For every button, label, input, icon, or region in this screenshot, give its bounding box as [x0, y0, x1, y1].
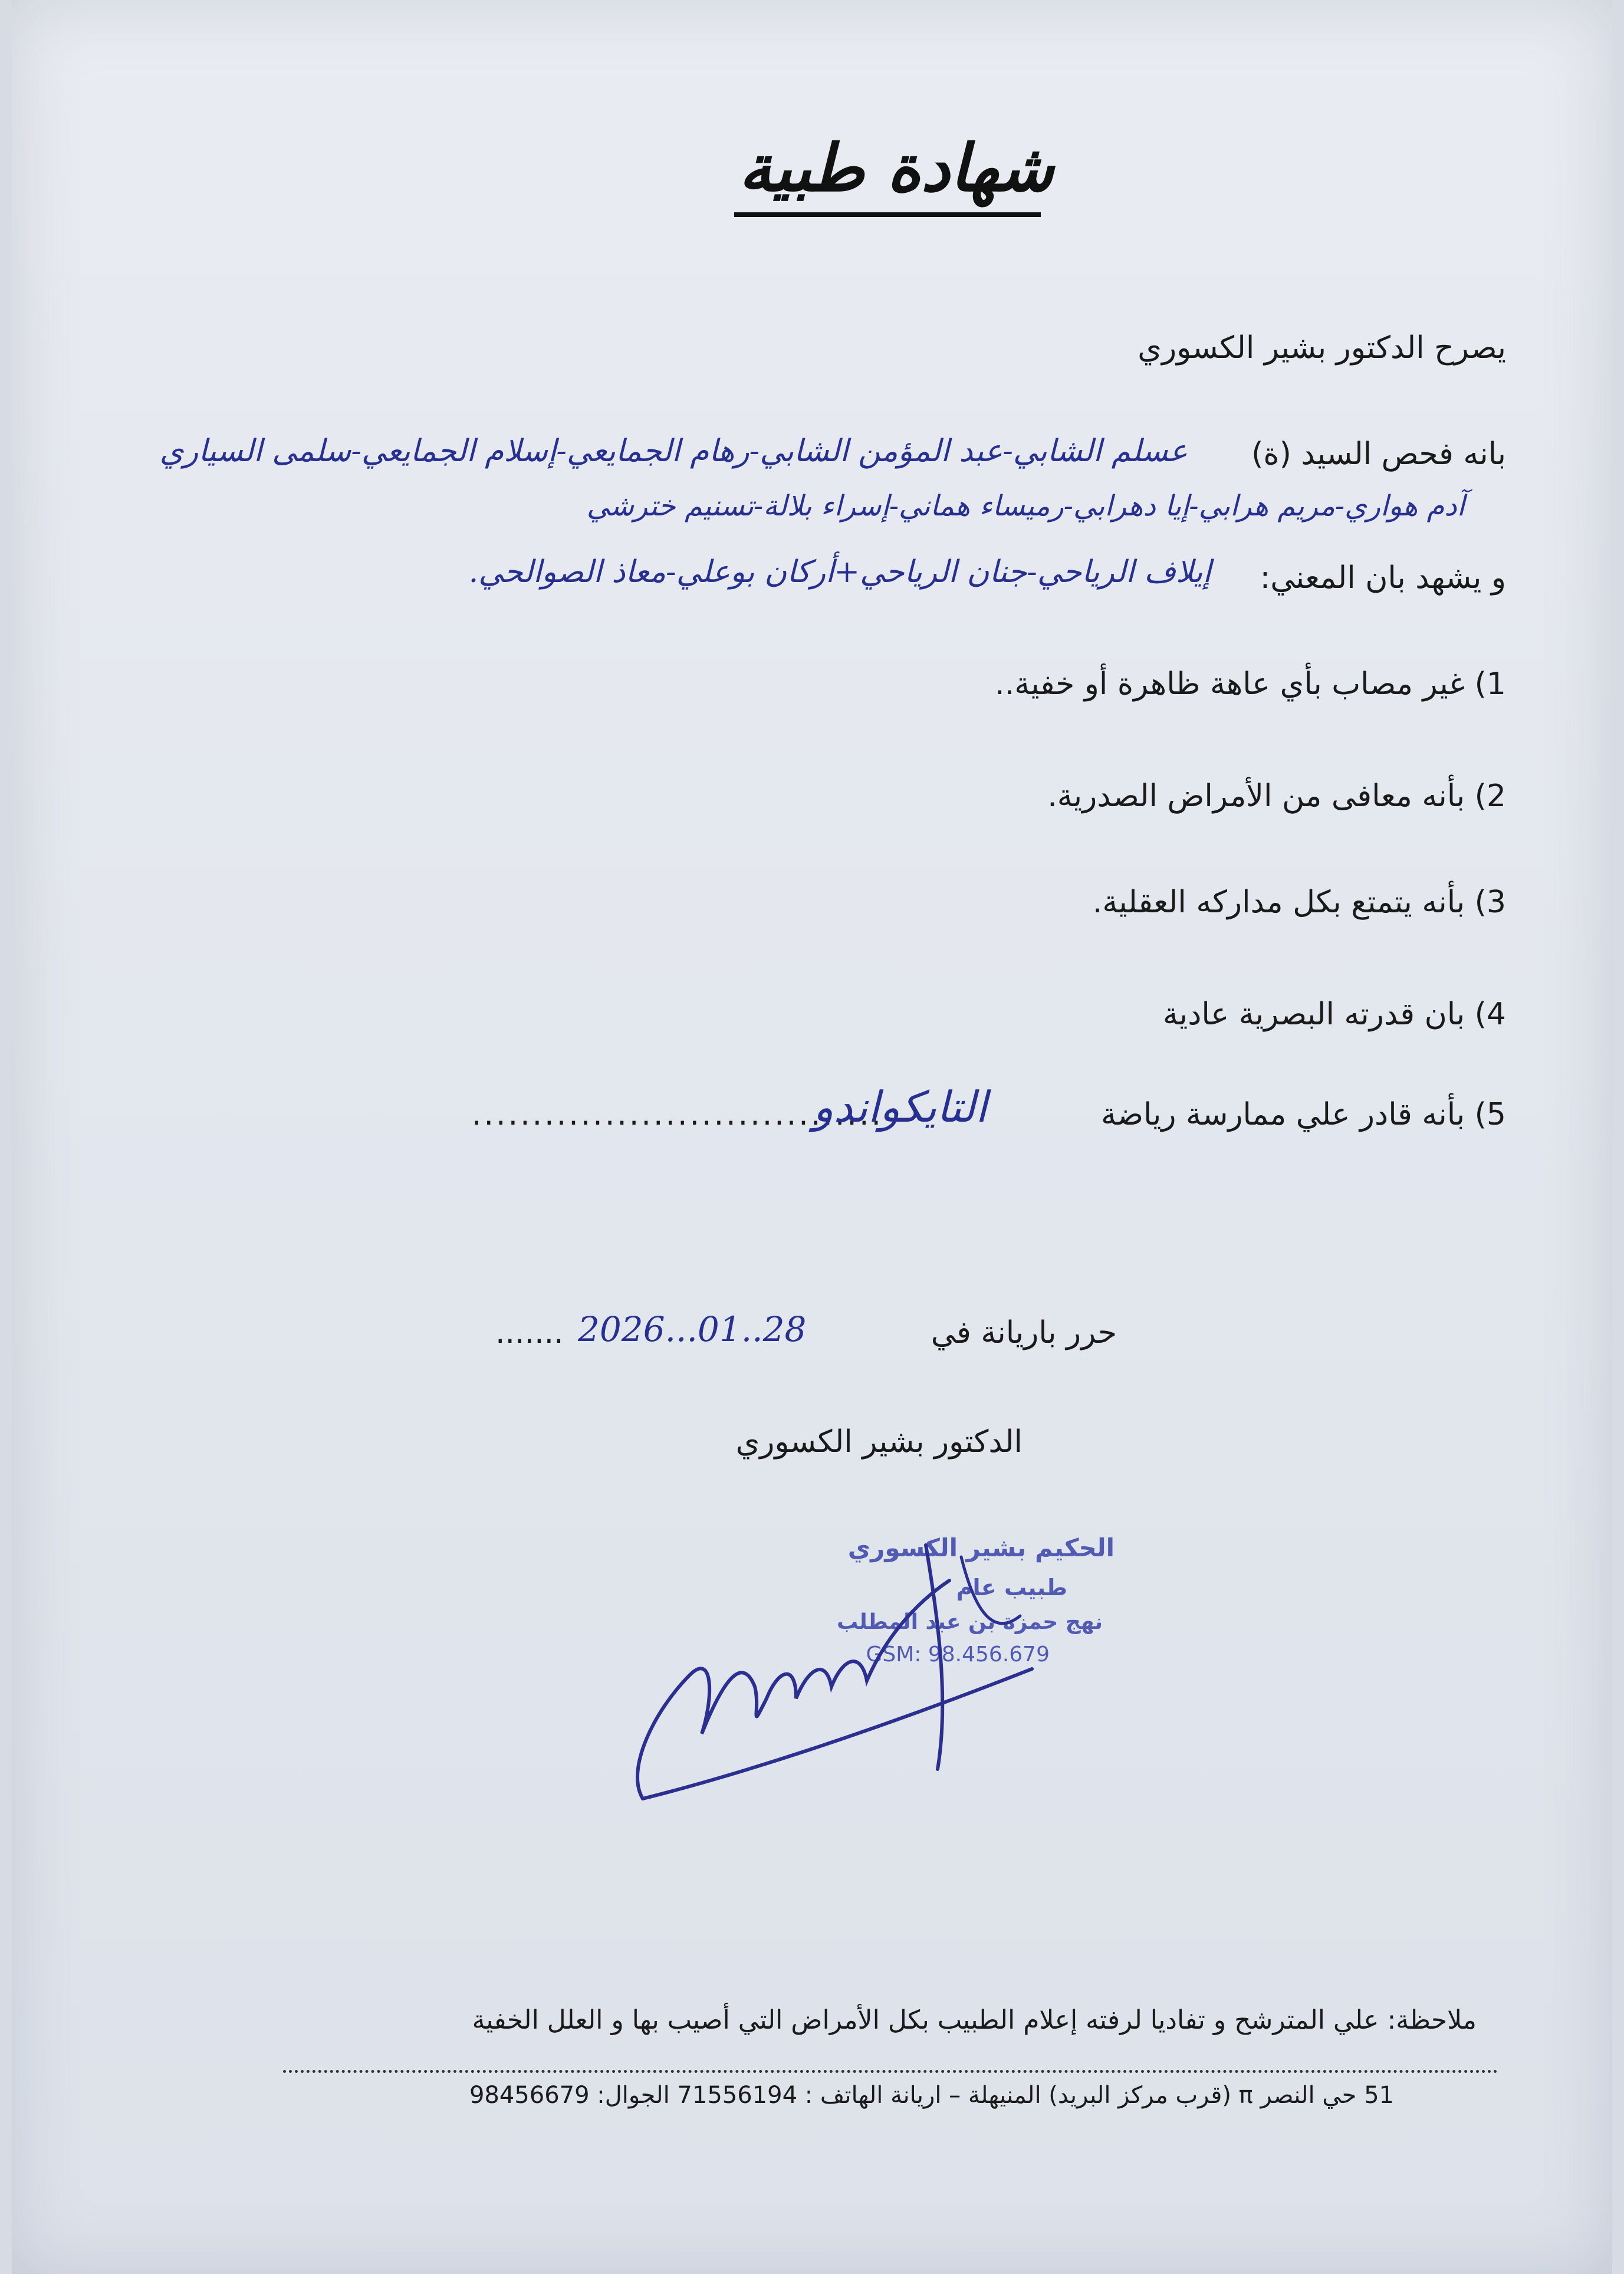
footer-note: ملاحظة: علي المترشح و تفاديا لرفته إعلام الطبيب بكل الأمراض التي أصيب بها و العلل الخفية — [472, 2005, 1477, 2035]
intro-line: يصرح الدكتور بشير الكسوري — [1138, 330, 1506, 366]
examined-label: بانه فحص السيد (ة) — [1251, 436, 1506, 472]
issued-label: حرر باريانة في — [931, 1315, 1117, 1350]
certifies-label: و يشهد بان المعني: — [1260, 560, 1506, 596]
issued-date-handwritten: 2026...01..28 — [578, 1309, 807, 1349]
item-3: 3) بأنه يتمتع بكل مداركه العقلية. — [1092, 885, 1506, 920]
sport-dots: .................................. — [472, 1097, 883, 1132]
sport-handwritten: التايكواندو — [813, 1082, 987, 1132]
item-4: 4) بان قدرته البصرية عادية — [1162, 997, 1506, 1032]
stamp-line-3: نهج حمزة بن عبد المطلب — [837, 1610, 1103, 1634]
doctor-name: الدكتور بشير الكسوري — [735, 1424, 1023, 1460]
patients-line-1: عسلم الشابي-عبد المؤمن الشابي-رهام الجمايعي-إسلام الجمايعي-سلمى السياري — [159, 433, 1188, 469]
patients-line-2: آدم هواري-مريم هرابي-إيا دهرابي-رميساء هماني-إسراء بلالة-تسنيم خترشي — [586, 489, 1465, 523]
item-2: 2) بأنه معافى من الأمراض الصدرية. — [1047, 778, 1506, 814]
patients-line-3: إيلاف الرياحي-جنان الرياحي+أركان بوعلي-معاذ الصوالحي. — [468, 554, 1211, 590]
stamp-line-4: GSM: 98.456.679 — [866, 1642, 1050, 1667]
item-5: 5) بأنه قادر علي ممارسة رياضة — [1100, 1097, 1506, 1132]
certificate-title: شهادة طبية — [738, 130, 1054, 206]
footer-address: 51 حي النصر π (قرب مركز البريد) المنيهلة – اريانة الهاتف : 71556194 الجوال: 98456679 — [469, 2082, 1394, 2109]
issued-dots: ....... — [495, 1315, 564, 1350]
title-underline — [734, 212, 1041, 217]
certificate-paper — [12, 0, 1612, 2274]
signature-icon — [619, 1522, 1067, 1828]
item-1: 1) غير مصاب بأي عاهة ظاهرة أو خفية.. — [995, 666, 1506, 702]
footer-divider — [283, 2070, 1498, 2073]
stamp-line-2: طبيب عام — [956, 1575, 1067, 1601]
stamp-line-1: الحكيم بشير الكسوري — [847, 1533, 1115, 1562]
